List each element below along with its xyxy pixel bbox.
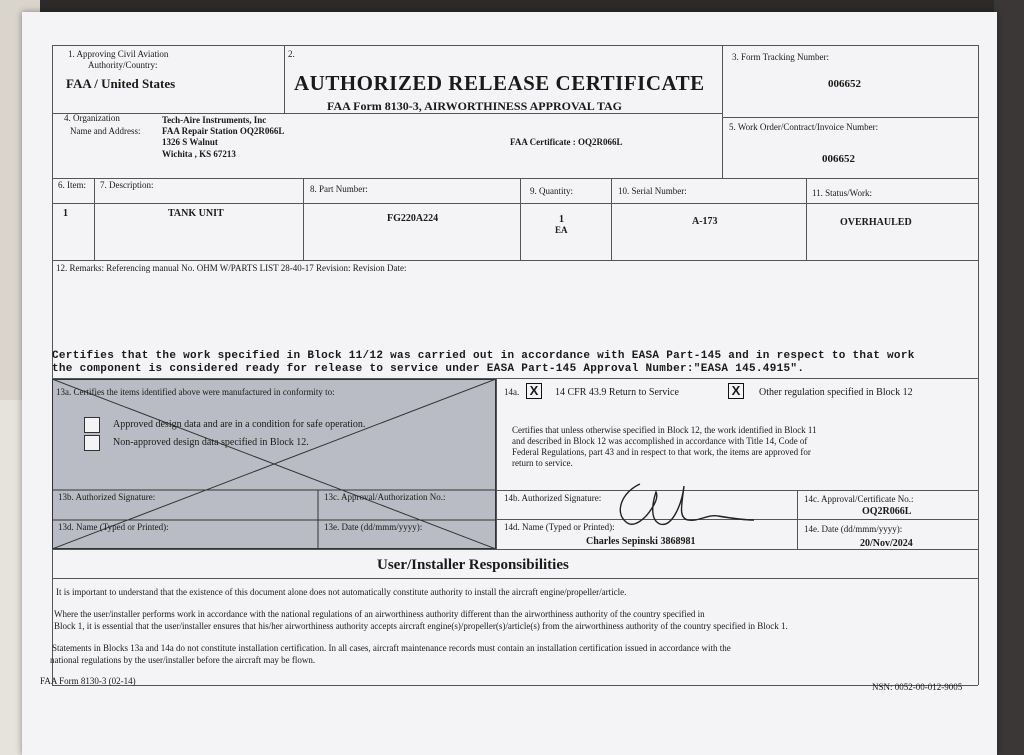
block13b-label: 13b. Authorized Signature: — [58, 492, 156, 502]
block4-label-2: Name and Address: — [70, 126, 141, 136]
responsibilities-p1: It is important to understand that the existence of this document alone does not automatically constitute authority to install the aircraft engine/propeller/article. — [56, 587, 627, 597]
remarks: 12. Remarks: Referencing manual No. OHM W/PARTS LIST 28-40-17 Revision: Revision Date: — [56, 263, 407, 273]
item-serial-number: A-173 — [692, 216, 718, 227]
block13e-label: 13e. Date (dd/mmm/yyyy): — [324, 522, 423, 532]
return-to-service-checkbox[interactable]: X — [526, 383, 542, 399]
item-quantity-unit: EA — [555, 225, 568, 235]
header-serial-number: 10. Serial Number: — [618, 186, 687, 196]
responsibilities-p2-line1: Where the user/installer performs work in accordance with the national regulations of an airworthiness authority different than the airworthiness authority of the country specified in — [54, 609, 705, 619]
return-to-service-label: 14 CFR 43.9 Return to Service — [555, 387, 679, 398]
authorized-signature — [612, 474, 762, 536]
block14a-label: 14a. — [504, 387, 520, 397]
block14-cert-line-4: return to service. — [512, 458, 573, 468]
certificate-title: AUTHORIZED RELEASE CERTIFICATE — [294, 71, 705, 95]
block13c-label: 13c. Approval/Authorization No.: — [324, 492, 446, 502]
non-approved-design-checkbox[interactable] — [84, 435, 100, 451]
item-part-number: FG220A224 — [387, 213, 439, 224]
block14-cert-line-1: Certifies that unless otherwise specified in Block 12, the work identified in Block 11 — [512, 425, 817, 435]
header-part-number: 8. Part Number: — [310, 184, 368, 194]
block14d-label: 14d. Name (Typed or Printed): — [504, 522, 615, 532]
org-street: 1326 S Walnut — [162, 137, 218, 147]
background-right — [994, 0, 1024, 755]
item-status: OVERHAULED — [840, 217, 912, 228]
form-id: FAA Form 8130-3 (02-14) — [40, 676, 136, 686]
work-order-number: 006652 — [822, 153, 855, 165]
block14-cert-line-3: Federal Regulations, part 43 and in respect to that work, the items are approved for — [512, 447, 811, 457]
approval-certificate-number: OQ2R066L — [862, 506, 912, 517]
block14e-label: 14e. Date (dd/mmm/yyyy): — [804, 524, 903, 534]
certificate-subtitle: FAA Form 8130-3, AIRWORTHINESS APPROVAL TAG — [327, 99, 622, 113]
block1-label-2: Authority/Country: — [88, 60, 158, 70]
easa-cert-line-2: the component is considered ready for release to service under EASA Part-145 Approval Number:"EASA 145.4915". — [52, 363, 805, 375]
block5-label: 5. Work Order/Contract/Invoice Number: — [729, 122, 879, 132]
org-repair-station: FAA Repair Station OQ2R066L — [162, 126, 285, 136]
other-regulation-label: Other regulation specified in Block 12 — [759, 387, 913, 398]
org-city: Wichita , KS 67213 — [162, 149, 236, 159]
nsn-number: NSN: 0052-00-012-9005 — [872, 682, 963, 692]
other-regulation-checkbox[interactable]: X — [728, 383, 744, 399]
item-description: TANK UNIT — [168, 208, 224, 219]
block13d-label: 13d. Name (Typed or Printed): — [58, 522, 169, 532]
easa-cert-line-1: Certifies that the work specified in Block 11/12 was carried out in accordance with EASA Part-145 and in respect to that work — [52, 350, 915, 362]
form-tracking-number: 006652 — [828, 78, 861, 90]
block14b-label: 14b. Authorized Signature: — [504, 493, 602, 503]
faa-certificate: FAA Certificate : OQ2R066L — [510, 137, 623, 147]
responsibilities-p2-line2: Block 1, it is essential that the user/installer ensures that his/her airworthiness authority accepts aircraft engine(s)/propeller(s)/article(s) from the airworthiness authority of the country specified in Block 1. — [54, 621, 788, 631]
header-status-work: 11. Status/Work: — [812, 188, 872, 198]
responsibilities-p3-line2: national regulations by the user/installer before the aircraft may be flown. — [50, 655, 316, 665]
block2-label: 2. — [288, 49, 295, 59]
responsibilities-title: User/Installer Responsibilities — [377, 557, 569, 573]
block13a-label: 13a. Certifies the items identified above were manufactured in conformity to: — [56, 387, 335, 397]
approved-design-label: Approved design data and are in a condition for safe operation. — [113, 419, 366, 430]
header-description: 7. Description: — [100, 180, 154, 190]
block1-label: 1. Approving Civil Aviation — [68, 49, 169, 59]
release-date: 20/Nov/2024 — [860, 538, 913, 549]
block3-label: 3. Form Tracking Number: — [732, 52, 830, 62]
header-item: 6. Item: — [58, 180, 86, 190]
item-number: 1 — [63, 208, 68, 219]
certificate-paper — [22, 12, 997, 755]
item-quantity: 1 — [559, 214, 564, 225]
approved-design-checkbox[interactable] — [84, 417, 100, 433]
non-approved-design-label: Non-approved design data specified in Block 12. — [113, 437, 309, 448]
block14c-label: 14c. Approval/Certificate No.: — [804, 494, 914, 504]
block14-cert-line-2: and described in Block 12 was accomplished in accordance with Title 14, Code of — [512, 436, 808, 446]
signer-name: Charles Sepinski 3868981 — [586, 536, 696, 547]
block4-label: 4. Organization — [64, 113, 120, 123]
header-quantity: 9. Quantity: — [530, 186, 573, 196]
responsibilities-p3-line1: Statements in Blocks 13a and 14a do not constitute installation certification. In all cases, aircraft maintenance records must contain an installation certification issued in accordance with the — [52, 643, 731, 653]
org-name: Tech-Aire Instruments, Inc — [162, 115, 267, 125]
approving-authority-value: FAA / United States — [66, 76, 176, 91]
